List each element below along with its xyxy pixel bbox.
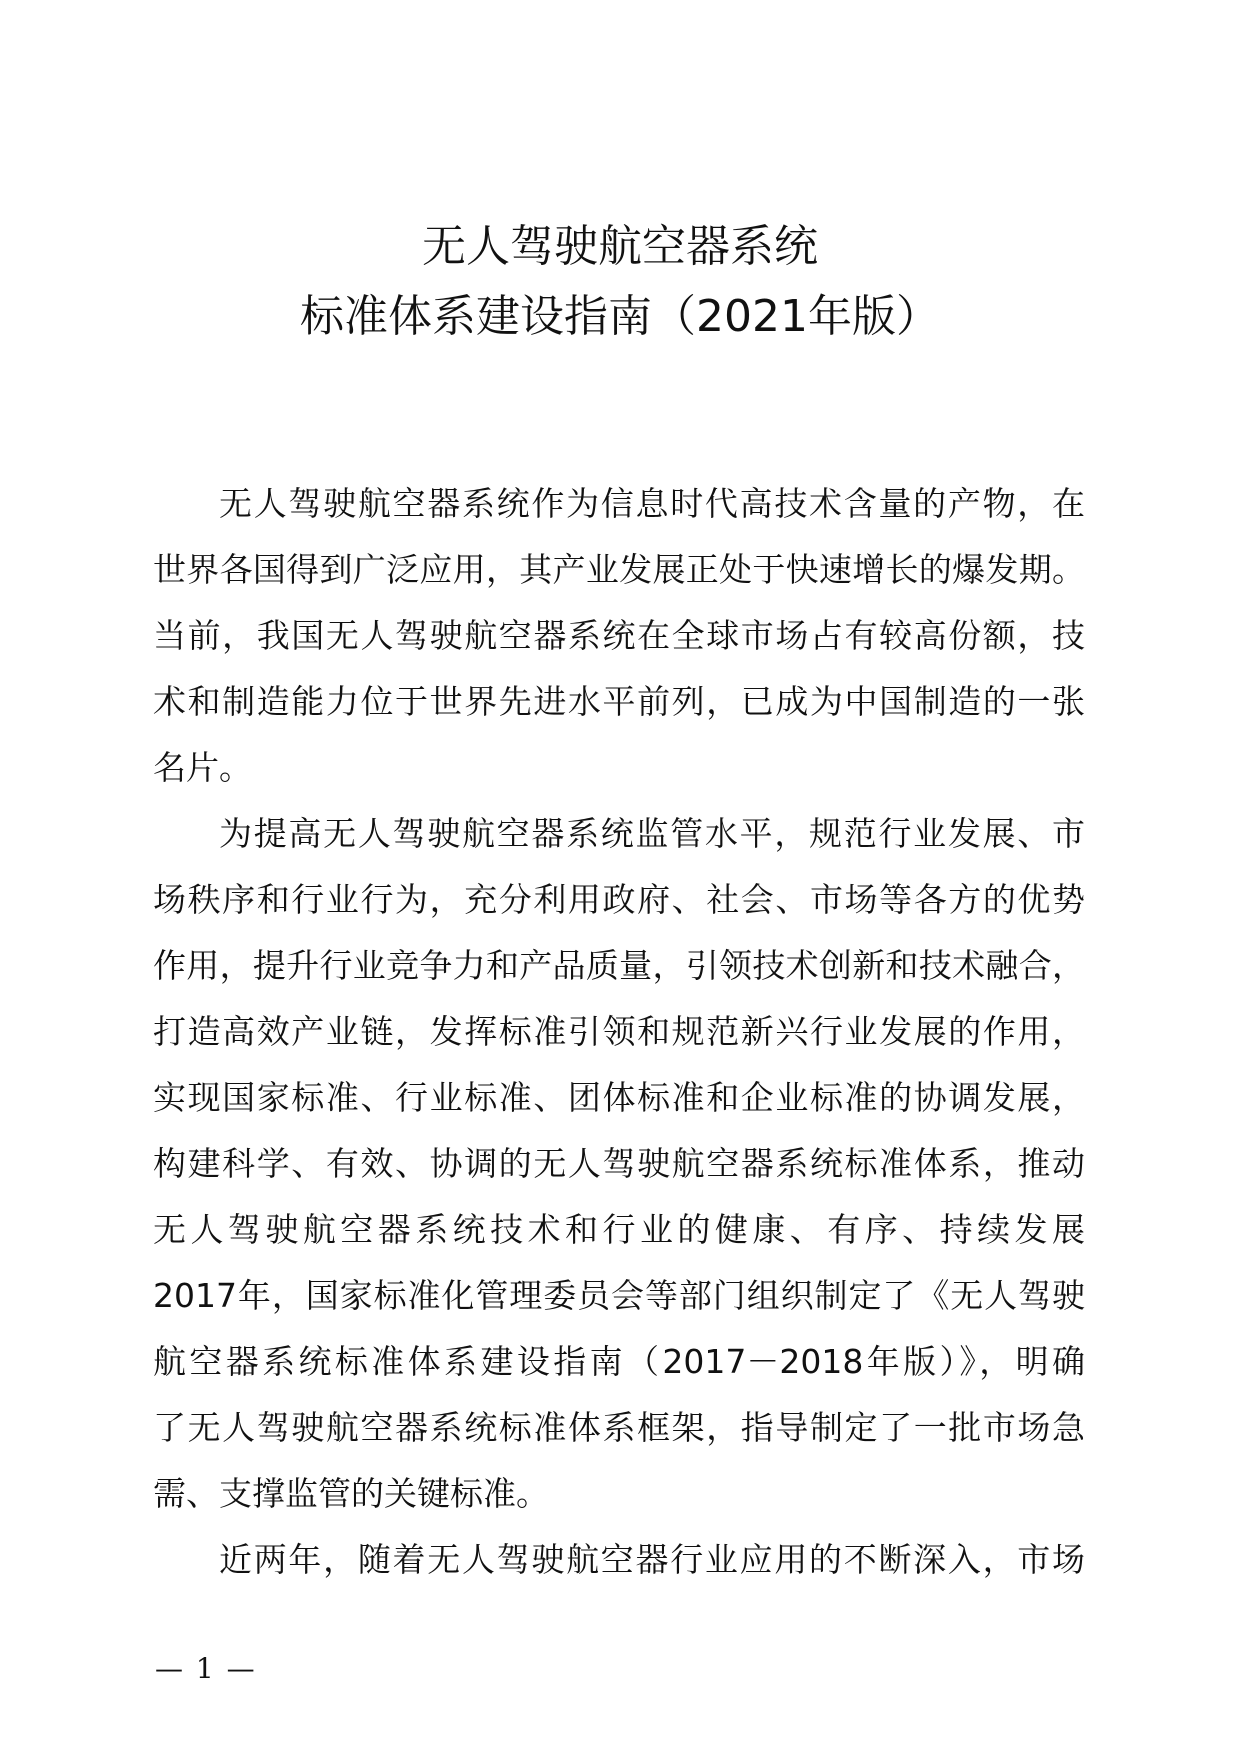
- paragraph-1-line-3: 当前，我国无人驾驶航空器系统在全球市场占有较高份额，技: [153, 616, 1085, 655]
- paragraph-1-line-1: 无人驾驶航空器系统作为信息时代高技术含量的产物，在: [219, 484, 1085, 523]
- paragraph-2-line-7: 无人驾驶航空器系统技术和行业的健康、有序、持续发展: [153, 1210, 1085, 1249]
- paragraph-2-line-1: 为提高无人驾驶航空器系统监管水平，规范行业发展、市: [219, 814, 1085, 853]
- paragraph-2-line-6: 构建科学、有效、协调的无人驾驶航空器系统标准体系，推动: [153, 1144, 1085, 1183]
- paragraph-2-line-11: 需、支撑监管的关键标准。: [153, 1474, 549, 1513]
- document-title-line-1: 无人驾驶航空器系统: [422, 221, 818, 272]
- paragraph-1-line-4: 术和制造能力位于世界先进水平前列，已成为中国制造的一张: [153, 682, 1085, 721]
- page-number: — 1 —: [155, 1652, 257, 1685]
- paragraph-1-line-2: 世界各国得到广泛应用，其产业发展正处于快速增长的爆发期。: [153, 550, 1085, 589]
- paragraph-2-line-8: 2017年，国家标准化管理委员会等部门组织制定了《无人驾驶: [153, 1276, 1085, 1315]
- paragraph-2-line-2: 场秩序和行业行为，充分利用政府、社会、市场等各方的优势: [153, 880, 1085, 919]
- paragraph-2-line-5: 实现国家标准、行业标准、团体标准和企业标准的协调发展，: [153, 1078, 1085, 1117]
- document-title-line-2: 标准体系建设指南（2021年版）: [300, 291, 940, 342]
- paragraph-1-line-5: 名片。: [153, 748, 252, 787]
- paragraph-2-line-9: 航空器系统标准体系建设指南（2017－2018年版）》，明确: [153, 1342, 1085, 1381]
- paragraph-2-line-4: 打造高效产业链，发挥标准引领和规范新兴行业发展的作用，: [153, 1012, 1085, 1051]
- paragraph-2-line-3: 作用，提升行业竞争力和产品质量，引领技术创新和技术融合，: [153, 946, 1085, 985]
- paragraph-3-line-1: 近两年，随着无人驾驶航空器行业应用的不断深入，市场: [219, 1540, 1085, 1579]
- paragraph-2-line-10: 了无人驾驶航空器系统标准体系框架，指导制定了一批市场急: [153, 1408, 1085, 1447]
